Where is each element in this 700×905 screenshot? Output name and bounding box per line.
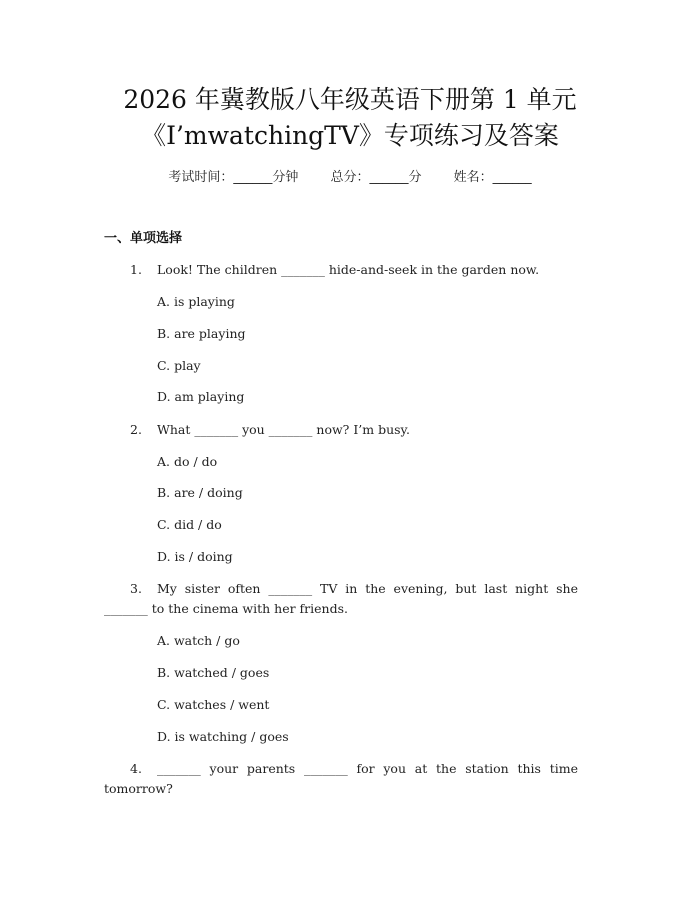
option-3d: D. is watching / goes xyxy=(157,729,289,744)
option-3a: A. watch / go xyxy=(157,633,240,648)
option-2c: C. did / do xyxy=(157,517,222,532)
question-number: 1. xyxy=(130,262,142,277)
question-number: 4. xyxy=(130,761,142,776)
question-3 xyxy=(104,579,578,619)
student-name-field: 姓名：______ xyxy=(453,170,532,185)
document-title-line-2: 《I’mwatchingTV》专项练习及答案 xyxy=(141,121,559,150)
question-text: What _______ you _______ now? I’m busy. xyxy=(157,422,410,437)
question-number: 3. xyxy=(130,581,142,596)
question-1 xyxy=(104,260,578,280)
option-3b: B. watched / goes xyxy=(157,665,270,680)
option-2a: A. do / do xyxy=(157,454,218,469)
question-text: My sister often _______ TV in the evening, but last night she _______ to the cinema with her friends. xyxy=(104,581,578,616)
option-2b: B. are / doing xyxy=(157,485,243,500)
option-1c: C. play xyxy=(157,358,201,373)
document-title-line-1: 2026 年冀教版八年级英语下册第 1 单元 xyxy=(123,85,577,114)
question-4 xyxy=(104,759,578,799)
option-1b: B. are playing xyxy=(157,326,246,341)
option-2d: D. is / doing xyxy=(157,549,233,564)
question-text: Look! The children _______ hide-and-seek in the garden now. xyxy=(157,262,540,277)
option-3c: C. watches / went xyxy=(157,697,270,712)
option-1d: D. am playing xyxy=(157,389,245,404)
question-number: 2. xyxy=(130,422,142,437)
section-heading: 一、单项选择 xyxy=(104,231,183,246)
question-text: _______ your parents _______ for you at the station this time tomorrow? xyxy=(104,761,578,796)
question-2 xyxy=(104,420,578,440)
total-score-field: 总分：______分 xyxy=(330,170,422,185)
exam-time-field: 考试时间：______分钟 xyxy=(168,170,299,185)
option-1a: A. is playing xyxy=(157,294,235,309)
exam-info-bar xyxy=(0,168,700,188)
